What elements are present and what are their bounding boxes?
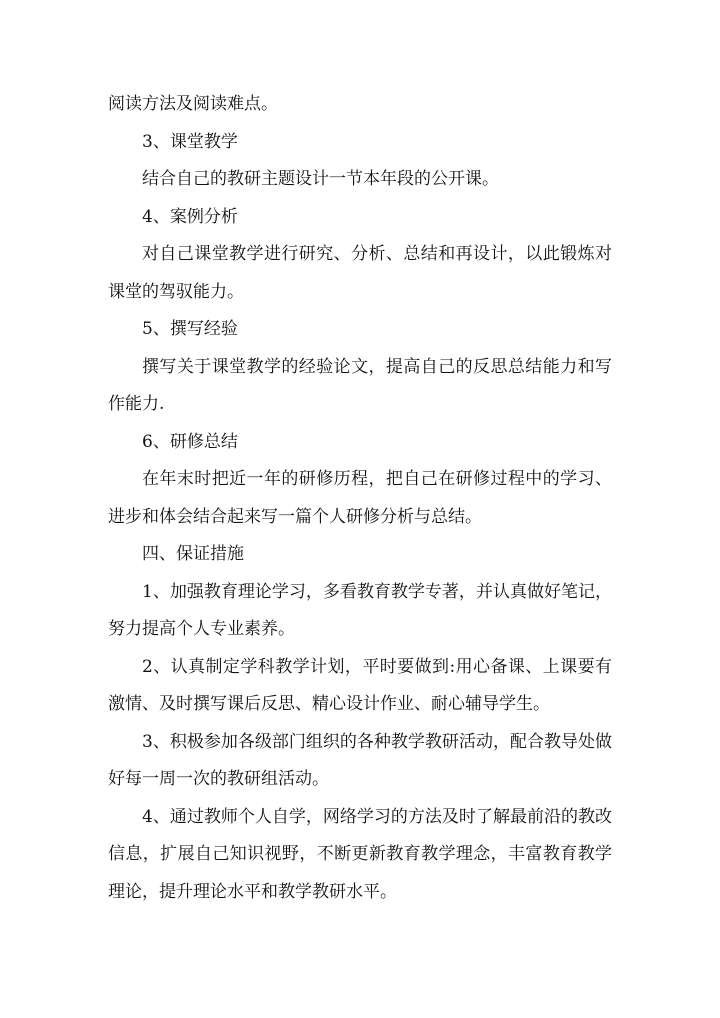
paragraph-measure-3: 3、积极参加各级部门组织的各种教学教研活动，配合教导处做好每一周一次的教研组活动。 — [108, 731, 612, 789]
paragraph-writing-experience: 撰写关于课堂教学的经验论文，提高自己的反思总结能力和写作能力. — [108, 356, 612, 414]
heading-study-summary: 6、研修总结 — [142, 431, 238, 452]
heading-writing-experience: 5、撰写经验 — [142, 319, 238, 339]
paragraph-study-summary: 在年末时把近一年的研修历程，把自己在研修过程中的学习、进步和体会结合起来写一篇个人研修分析与总结。 — [108, 469, 612, 527]
paragraph-case-analysis: 对自己课堂教学进行研究、分析、总结和再设计，以此锻炼对课堂的驾驭能力。 — [108, 244, 612, 302]
paragraph-measure-2: 2、认真制定学科教学计划，平时要做到:用心备课、上课要有激情、及时撰写课后反思、精心设计作业、耐心辅导学生。 — [108, 656, 612, 714]
heading-case-analysis: 4、案例分析 — [142, 206, 238, 227]
paragraph-continuation: 阅读方法及阅读难点。 — [108, 94, 278, 114]
heading-guarantee-measures: 四、保证措施 — [142, 544, 244, 564]
paragraph-measure-1: 1、加强教育理论学习，多看教育教学专著，并认真做好笔记，努力提高个人专业素养。 — [108, 581, 612, 639]
paragraph-measure-4: 4、通过教师个人自学，网络学习的方法及时了解最前沿的教改信息，扩展自己知识视野，不断更新教育教学理念，丰富教育教学理论，提升理论水平和教学教研水平。 — [108, 806, 612, 902]
paragraph-classroom-teaching: 结合自己的教研主题设计一节本年段的公开课。 — [142, 169, 499, 189]
heading-classroom-teaching: 3、课堂教学 — [142, 131, 238, 152]
